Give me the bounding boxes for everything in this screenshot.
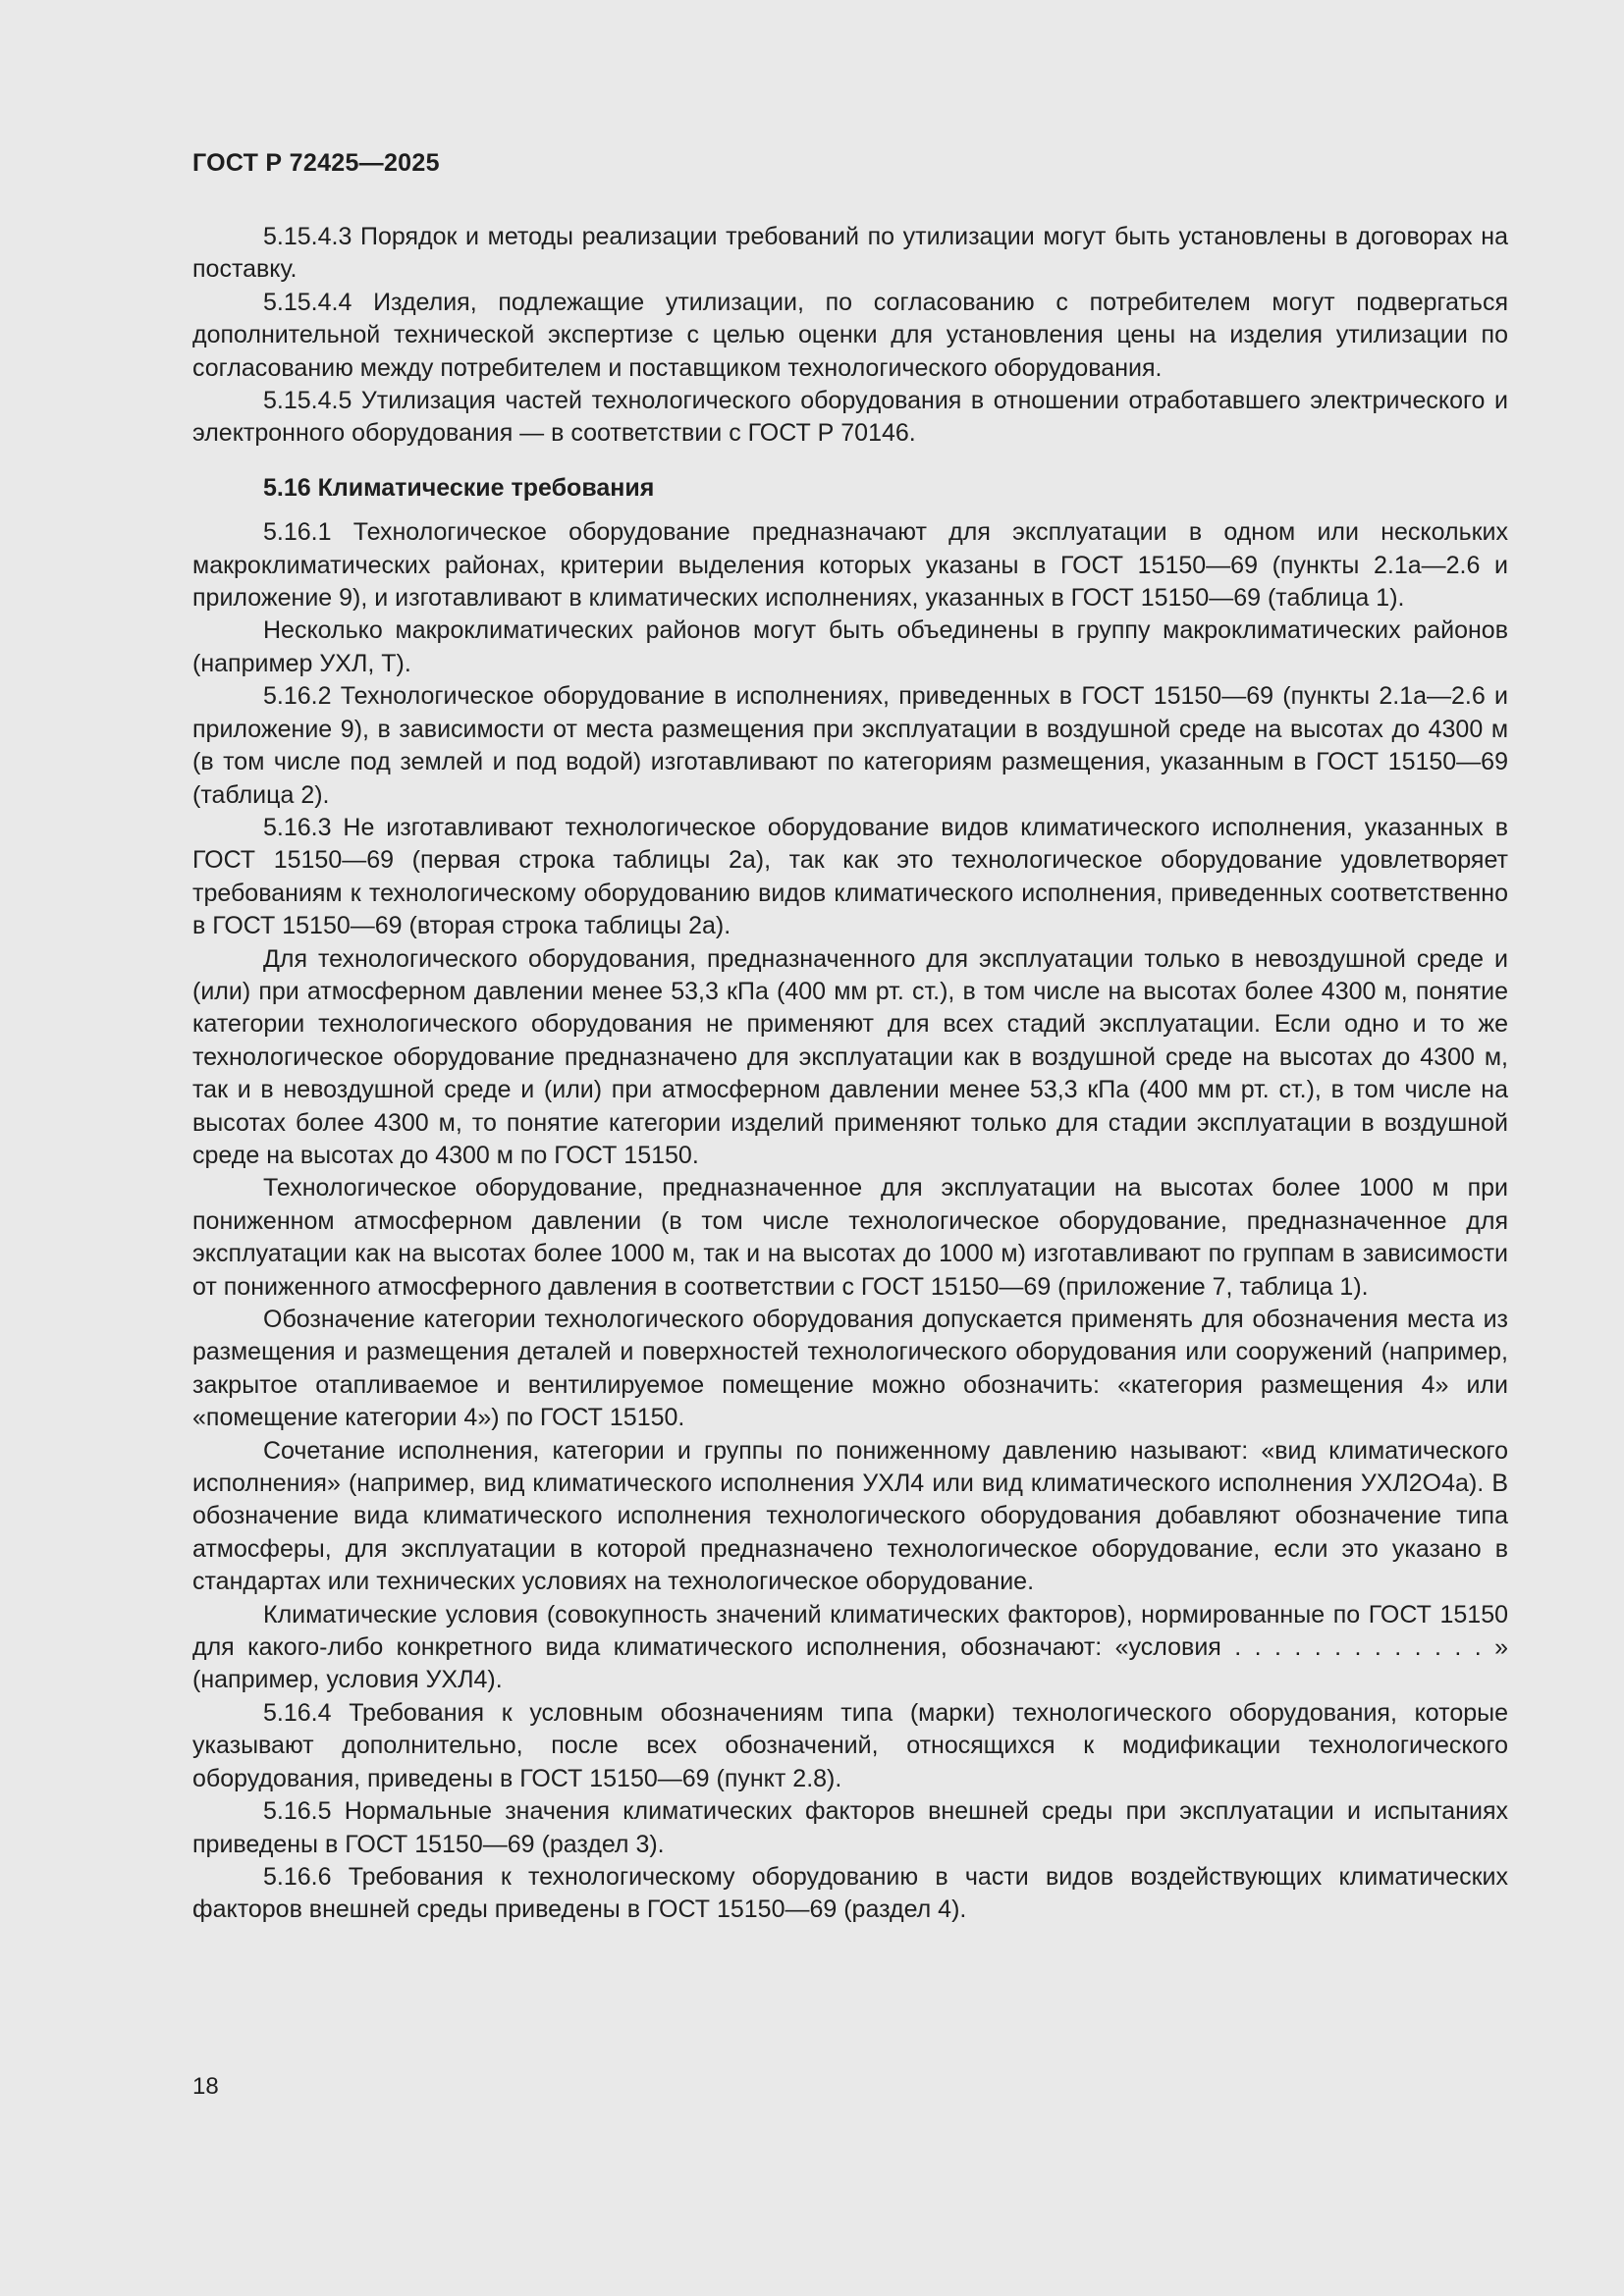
paragraph-5-16-6: 5.16.6 Требования к технологическому оборудованию в части видов воздействующих климатических факторов внешней среды приведены в ГОСТ 15150—69 (раздел 4). <box>192 1862 1508 1924</box>
paragraph-5-15-4-3: 5.15.4.3 Порядок и методы реализации требований по утилизации могут быть установлены в договорах на поставку. <box>192 223 1508 284</box>
paragraph-high-altitude: Технологическое оборудование, предназначенное для эксплуатации на высотах более 1000 м при пониженном атмосферном давлении (в том числе технологическое оборудование, предназначенное для эксплуатации как на высотах более 1000 м, так и на высотах до 1000 м) изготавливают по группам в зависимости от пониженного атмосферного давления в соответствии с ГОСТ 15150—69 (приложение 7, таблица 1). <box>192 1174 1508 1301</box>
paragraph-5-15-4-4: 5.15.4.4 Изделия, подлежащие утилизации, по согласованию с потребителем могут подвергаться дополнительной технической экспертизе с целью оценки для установления цены на изделия утилизации по согласованию между потребителем и поставщиком технологического оборудования. <box>192 288 1508 382</box>
document-header: ГОСТ Р 72425—2025 <box>192 149 440 177</box>
paragraph-5-15-4-5: 5.15.4.5 Утилизация частей технологического оборудования в отношении отработавшего электрического и электронного оборудования — в соответствии с ГОСТ Р 70146. <box>192 387 1508 448</box>
paragraph-5-16-1: 5.16.1 Технологическое оборудование предназначают для эксплуатации в одном или нескольких макроклиматических районах, критерии выделения которых указаны в ГОСТ 15150—69 (пункты 2.1а—2.6 и приложение 9), и изготавливают в климатических исполнениях, указанных в ГОСТ 15150—69 (таблица 1). <box>192 518 1508 613</box>
paragraph-macroclimatic-groups: Несколько макроклиматических районов могут быть объединены в группу макроклиматических районов (например УХЛ, Т). <box>192 616 1508 677</box>
document-body <box>192 221 1508 1927</box>
paragraph-climatic-conditions: Климатические условия (совокупность значений климатических факторов), нормированные по ГОСТ 15150 для какого-либо конкретного вида климатического исполнения, обозначают: «условия . . . . . . . . . . . . . » (например, условия УХЛ4). <box>192 1600 1508 1694</box>
page-number: 18 <box>192 2073 219 2100</box>
paragraph-5-16-2: 5.16.2 Технологическое оборудование в исполнениях, приведенных в ГОСТ 15150—69 (пункты 2.1а—2.6 и приложение 9), в зависимости от места размещения при эксплуатации в воздушной среде на высотах до 4300 м (в том числе под землей и под водой) изготавливают по категориям размещения, указанным в ГОСТ 15150—69 (таблица 2). <box>192 682 1508 809</box>
paragraph-5-16-4: 5.16.4 Требования к условным обозначениям типа (марки) технологического оборудования, которые указывают дополнительно, после всех обозначений, относящихся к модификации технологического оборудования, приведены в ГОСТ 15150—69 (пункт 2.8). <box>192 1698 1508 1792</box>
paragraph-5-16-5: 5.16.5 Нормальные значения климатических факторов внешней среды при эксплуатации и испытаниях приведены в ГОСТ 15150—69 (раздел 3). <box>192 1797 1508 1858</box>
paragraph-5-16-3: 5.16.3 Не изготавливают технологическое оборудование видов климатического исполнения, указанных в ГОСТ 15150—69 (первая строка таблицы 2а), так как это технологическое оборудование удовлетворяет требованиям к технологическому оборудованию видов климатического исполнения, приведенных соответственно в ГОСТ 15150—69 (вторая строка таблицы 2а). <box>192 813 1508 940</box>
paragraph-non-air-environment: Для технологического оборудования, предназначенного для эксплуатации только в невоздушной среде и (или) при атмосферном давлении менее 53,3 кПа (400 мм рт. ст.), в том числе на высотах более 4300 м, понятие категории технологического оборудования не применяют для всех стадий эксплуатации. Если одно и то же технологическое оборудование предназначено для эксплуатации как в воздушной среде на высотах до 4300 м, так и в невоздушной среде и (или) при атмосферном давлении менее 53,3 кПа (400 мм рт. ст.), в том числе на высотах более 4300 м, то понятие категории изделий применяют только для стадии эксплуатации в воздушной среде на высотах до 4300 м по ГОСТ 15150. <box>192 944 1508 1169</box>
paragraph-category-designation: Обозначение категории технологического оборудования допускается применять для обозначения места из размещения и размещения деталей и поверхностей технологического оборудования или сооружений (например, закрытое отапливаемое и вентилируемое помещение можно обозначить: «категория размещения 4» или «помещение категории 4») по ГОСТ 15150. <box>192 1306 1508 1432</box>
section-heading-5-16: 5.16 Климатические требования <box>263 473 655 502</box>
paragraph-climatic-version: Сочетание исполнения, категории и группы по пониженному давлению называют: «вид климатического исполнения» (например, вид климатического исполнения УХЛ4 или вид климатического исполнения УХЛ2О4а). В обозначение вида климатического исполнения технологического оборудования добавляют обозначение типа атмосферы, для эксплуатации в которой предназначено технологическое оборудование, если это указано в стандартах или технических условиях на технологическое оборудование. <box>192 1436 1508 1596</box>
